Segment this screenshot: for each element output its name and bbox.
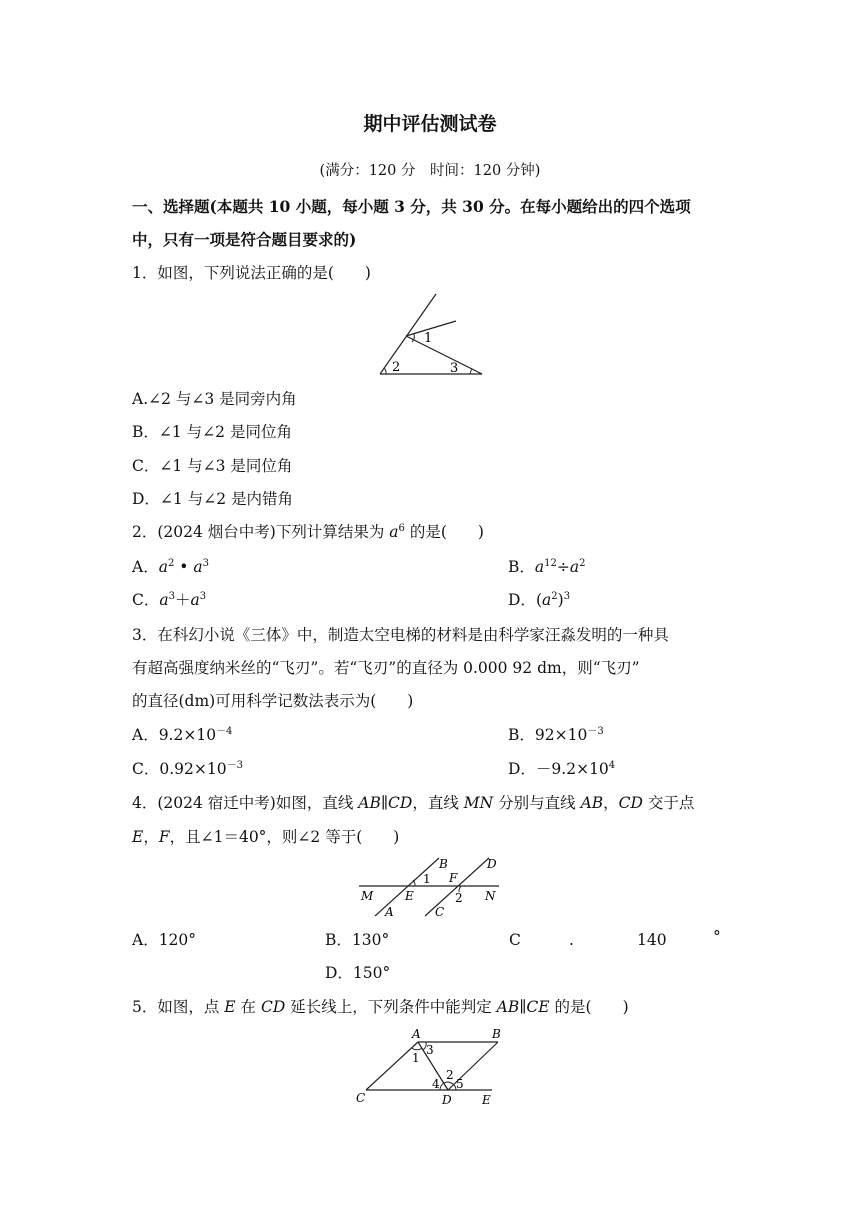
- q4-label-2: 2: [455, 891, 463, 905]
- q4-option-b: B．130°: [325, 931, 390, 949]
- q4-label-1: 1: [423, 872, 431, 886]
- q5-label-e: E: [482, 1093, 491, 1107]
- q5-label-1: 1: [412, 1051, 420, 1065]
- q5-label-b: B: [492, 1027, 501, 1041]
- q3-stem-line1: 3．在科幻小说《三体》中，制造太空电梯的材料是由科学家汪淼发明的一种具: [132, 626, 669, 644]
- q1-option-a: A.∠2 与∠3 是同旁内角: [132, 390, 297, 408]
- q4-option-a: A．120°: [132, 931, 197, 949]
- q5-label-4: 4: [432, 1077, 440, 1091]
- q5-label-3: 3: [426, 1043, 434, 1057]
- q5-line-ac: [366, 1042, 418, 1090]
- q3-option-d: D．$-9.2\times 10^4$: [508, 760, 616, 778]
- q3-option-a: A．$9.2\times 10^{-4}$: [132, 726, 233, 744]
- q1-arc-1: [412, 334, 414, 342]
- q4-stem-line2: E，F，且∠1＝40°，则∠2 等于( ): [132, 828, 400, 846]
- q5-label-a: A: [412, 1027, 421, 1041]
- q3-option-c: C．$0.92\times 10^{-3}$: [132, 760, 243, 778]
- q1-option-c: C．∠1 与∠3 是同位角: [132, 457, 293, 475]
- q4-label-c: C: [435, 905, 445, 919]
- q4-label-m: M: [361, 889, 374, 903]
- q5-figure: [350, 1026, 510, 1110]
- q4-stem-line1: 4．(2024 宿迁中考)如图，直线 AB∥CD，直线 MN 分别与直线 AB，CD 交于点: [132, 794, 695, 812]
- q1-option-b: B．∠1 与∠2 是同位角: [132, 423, 292, 441]
- q5-label-5: 5: [456, 1077, 464, 1091]
- q2-option-b: B．$a^{12}\div a^2$: [508, 558, 586, 576]
- q4-figure: [355, 854, 505, 920]
- q4-option-c-letter: C: [509, 931, 521, 949]
- q2-option-a: A．$a^2$ • $a^3$: [132, 558, 209, 576]
- q1-stem: 1．如图，下列说法正确的是( ): [132, 264, 371, 282]
- q5-arc-1: [412, 1048, 422, 1050]
- exam-meta: (满分：120 分 时间：120 分钟): [319, 163, 541, 179]
- q5-label-c: C: [356, 1091, 366, 1105]
- q3-option-b: B．$92\times 10^{-3}$: [508, 726, 604, 744]
- q3-stem-line2: 有超高强度纳米丝的“飞刃”。若“飞刃”的直径为 0.000 92 dm，则“飞刃”: [132, 659, 640, 677]
- q1-line-lower: [406, 336, 482, 374]
- q4-label-b: B: [439, 857, 448, 871]
- q1-arc-2: [384, 368, 386, 374]
- q1-label-2: 2: [392, 360, 401, 375]
- q5-label-2: 2: [446, 1068, 454, 1082]
- q5-label-d: D: [442, 1093, 452, 1107]
- q4-option-c-degree: °: [713, 928, 721, 946]
- q1-option-d: D．∠1 与∠2 是内错角: [132, 490, 293, 508]
- section-heading-line1: 一、选择题(本题共 10 小题，每小题 3 分，共 30 分。在每小题给出的四个选项: [132, 197, 691, 216]
- q5-arc-4: [440, 1083, 444, 1090]
- q4-label-f: F: [449, 871, 458, 885]
- q2-stem: 2．(2024 烟台中考)下列计算结果为 $a^6$ 的是( ): [132, 523, 484, 541]
- q5-stem: 5．如图，点 E 在 CD 延长线上，下列条件中能判定 AB∥CE 的是( ): [132, 998, 629, 1016]
- q4-option-c-value: 140: [637, 931, 667, 949]
- q4-label-a: A: [385, 905, 394, 919]
- q3-stem-line3: 的直径(dm)可用科学记数法表示为( ): [132, 692, 414, 710]
- q4-option-d: D．150°: [325, 964, 391, 982]
- q1-label-1: 1: [424, 331, 433, 346]
- q5-arc-2: [444, 1082, 453, 1084]
- q4-label-n: N: [485, 889, 496, 903]
- page-title: 期中评估测试卷: [363, 113, 497, 135]
- q2-option-c: C．$a^3+a^3$: [132, 591, 207, 609]
- q4-arc-1: [413, 880, 415, 886]
- section-heading-line2: 中，只有一项是符合题目要求的): [132, 230, 357, 249]
- q4-label-d: D: [487, 857, 497, 871]
- q2-option-d: D．$(a^2)^3$: [508, 591, 571, 609]
- q4-label-e: E: [405, 889, 414, 903]
- q4-option-c-dot: .: [569, 931, 574, 949]
- q1-arc-3: [470, 369, 472, 374]
- q1-label-3: 3: [450, 361, 459, 376]
- q1-figure: [370, 290, 490, 380]
